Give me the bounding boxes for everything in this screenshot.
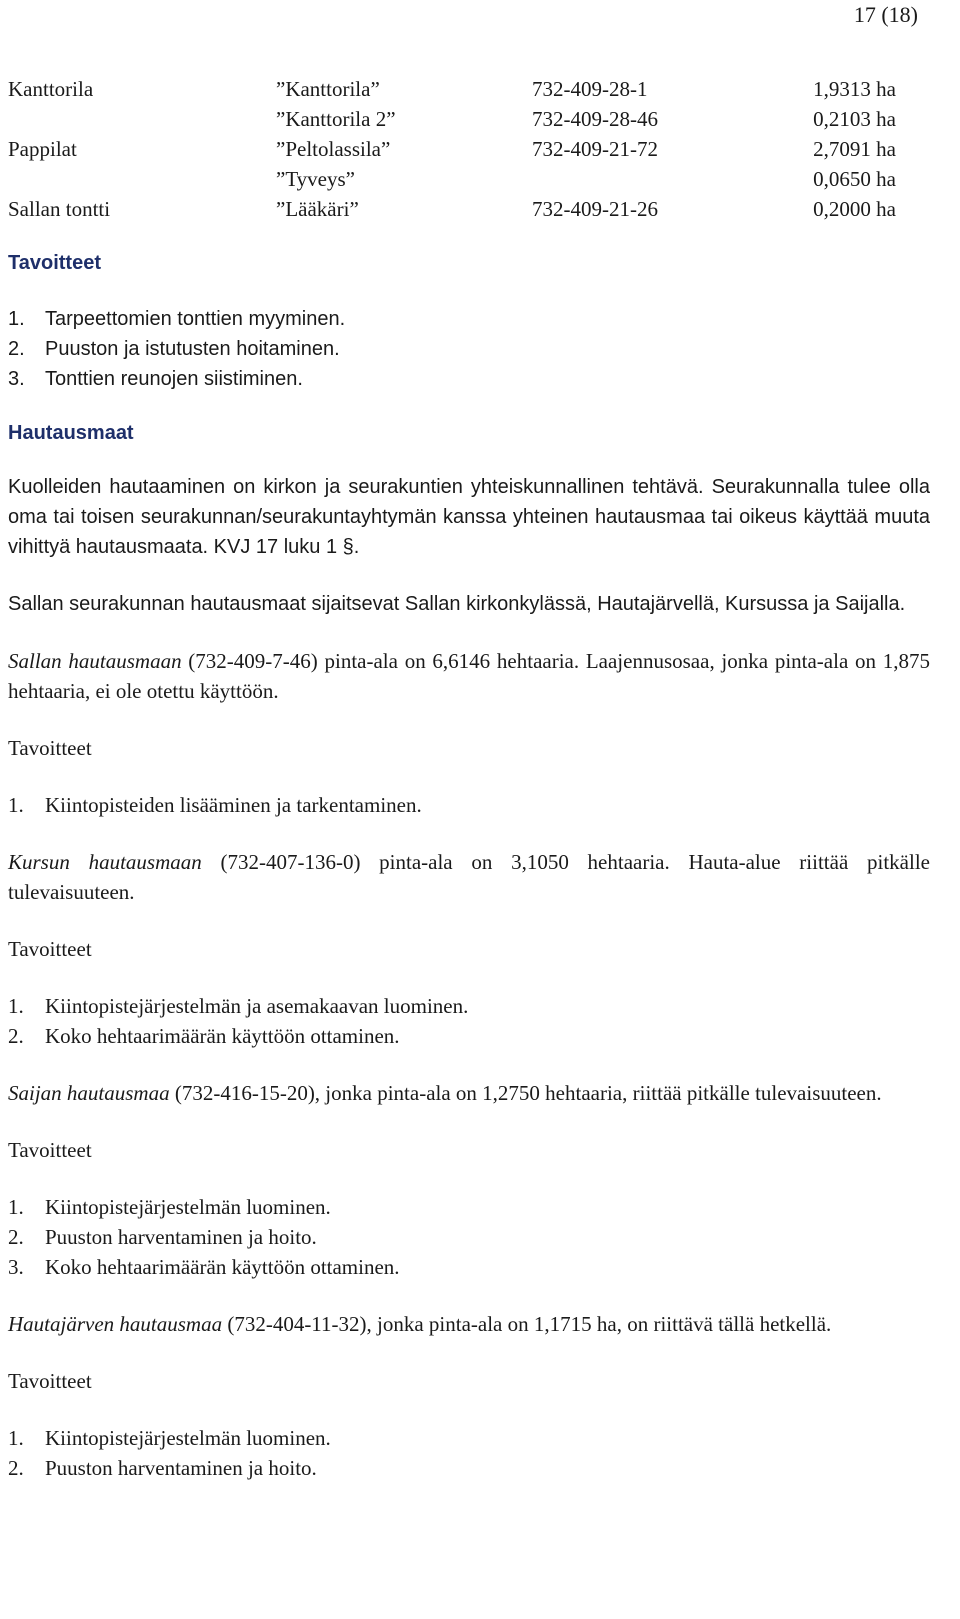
list-item-text: Puuston harventaminen ja hoito. (45, 1225, 317, 1249)
list-item-number: 2. (8, 1225, 24, 1249)
list-item-number: 3. (8, 368, 25, 390)
list-item (8, 1192, 930, 1222)
property-area (8, 164, 276, 194)
list-item (8, 1252, 930, 1282)
property-name: ”Peltolassila” (276, 137, 391, 161)
list-item (8, 364, 930, 394)
list-item-number: 1. (8, 1426, 24, 1450)
property-size: 0,2103 ha (813, 107, 896, 131)
cemetery-description: (732-409-7-46) pinta-ala on 6,6146 hehtaaria. Laajennusosaa, jonka pinta-ala on 1,875 hehtaaria, ei ole otettu käyttöön. (8, 649, 930, 703)
list-item-text: Puuston ja istutusten hoitaminen. (45, 338, 340, 360)
list-item (8, 790, 930, 820)
table-row (8, 104, 896, 134)
property-name: ”Lääkäri” (276, 197, 359, 221)
goals-heading: Tavoitteet (8, 252, 101, 274)
property-size: 0,2000 ha (813, 197, 896, 221)
cemetery-name: Saijan hautausmaa (8, 1081, 170, 1105)
cemetery-description: (732-407-136-0) pinta-ala on 3,1050 hehtaaria. Hauta-alue riittää pitkälle tulevaisuuteen. (8, 850, 930, 904)
table-row (8, 134, 896, 164)
list-item-text: Kiintopistejärjestelmän luominen. (45, 1195, 331, 1219)
property-size: 1,9313 ha (813, 77, 896, 101)
property-id: 732-409-28-1 (532, 77, 648, 101)
list-item (8, 304, 930, 334)
list-item-text: Kiintopisteiden lisääminen ja tarkentaminen. (45, 793, 422, 817)
property-area: Sallan tontti (8, 197, 111, 221)
list-item-text: Tonttien reunojen siistiminen. (45, 368, 303, 390)
list-item-number: 2. (8, 1456, 24, 1480)
list-item-text: Kiintopistejärjestelmän ja asemakaavan luominen. (45, 994, 469, 1018)
list-item-text: Koko hehtaarimäärän käyttöön ottaminen. (45, 1255, 400, 1279)
list-item-text: Tarpeettomien tonttien myyminen. (45, 308, 346, 330)
page-number: 17 (18) (853, 2, 918, 27)
list-item (8, 1423, 930, 1453)
table-row (8, 164, 896, 194)
table-row (8, 74, 896, 104)
hautajarvi-paragraph (8, 1309, 930, 1339)
property-size: 0,0650 ha (813, 167, 896, 191)
cemetery-description: (732-404-11-32), jonka pinta-ala on 1,1715 ha, on riittävä tällä hetkellä. (222, 1312, 832, 1336)
cemetery-name: Sallan hautausmaan (8, 649, 182, 673)
list-item-number: 1. (8, 308, 25, 330)
list-item (8, 334, 930, 364)
list-item-number: 2. (8, 1024, 24, 1048)
property-area: Pappilat (8, 137, 77, 161)
list-item-text: Puuston harventaminen ja hoito. (45, 1456, 317, 1480)
kursu-paragraph (8, 847, 930, 907)
salla-goals-list (8, 790, 930, 820)
property-area: Kanttorila (8, 77, 94, 101)
goals-list (8, 304, 930, 394)
list-item-number: 1. (8, 793, 24, 817)
property-id (532, 164, 768, 194)
cemeteries-heading: Hautausmaat (8, 422, 134, 444)
list-item (8, 991, 930, 1021)
list-item-text: Kiintopistejärjestelmän luominen. (45, 1426, 331, 1450)
salla-paragraph (8, 646, 930, 706)
cemetery-name: Hautajärven hautausmaa (8, 1312, 223, 1336)
salla-goals-heading: Tavoitteet (8, 736, 92, 760)
saija-paragraph (8, 1078, 930, 1108)
property-table (8, 74, 896, 224)
cemetery-description: (732-416-15-20), jonka pinta-ala on 1,2750 hehtaaria, riittää pitkälle tulevaisuuteen. (169, 1081, 882, 1105)
property-id: 732-409-28-46 (532, 107, 658, 131)
document-body (8, 74, 930, 1483)
saija-goals-heading: Tavoitteet (8, 1138, 92, 1162)
hautajarvi-goals-heading: Tavoitteet (8, 1369, 92, 1393)
property-id: 732-409-21-26 (532, 197, 658, 221)
kursu-goals-heading: Tavoitteet (8, 937, 92, 961)
list-item-number: 1. (8, 1195, 24, 1219)
list-item-text: Koko hehtaarimäärän käyttöön ottaminen. (45, 1024, 400, 1048)
property-size: 2,7091 ha (813, 137, 896, 161)
list-item (8, 1021, 930, 1051)
hautajarvi-goals-list (8, 1423, 930, 1483)
list-item-number: 1. (8, 994, 24, 1018)
cemeteries-locations-paragraph: Sallan seurakunnan hautausmaat sijaitsevat Sallan kirkonkylässä, Hautajärvellä, Kursussa ja Saijalla. (8, 593, 906, 615)
cemetery-name: Kursun hautausmaan (8, 850, 202, 874)
cemeteries-intro-paragraph: Kuolleiden hautaaminen on kirkon ja seurakuntien yhteiskunnallinen tehtävä. Seurakunnalla tulee olla oma tai toisen seurakunnan/seurakuntayhtymän kanssa yhteinen hautausmaa tai oikeus käyttää muuta vihittyä hautausmaata. KVJ 17 luku 1 §. (8, 476, 930, 558)
list-item-number: 2. (8, 338, 25, 360)
property-id: 732-409-21-72 (532, 137, 658, 161)
saija-goals-list (8, 1192, 930, 1282)
list-item (8, 1222, 930, 1252)
property-name: ”Kanttorila 2” (276, 107, 396, 131)
property-area (8, 104, 276, 134)
kursu-goals-list (8, 991, 930, 1051)
property-name: ”Kanttorila” (276, 77, 380, 101)
table-row (8, 194, 896, 224)
list-item (8, 1453, 930, 1483)
list-item-number: 3. (8, 1255, 24, 1279)
property-name: ”Tyveys” (276, 167, 355, 191)
